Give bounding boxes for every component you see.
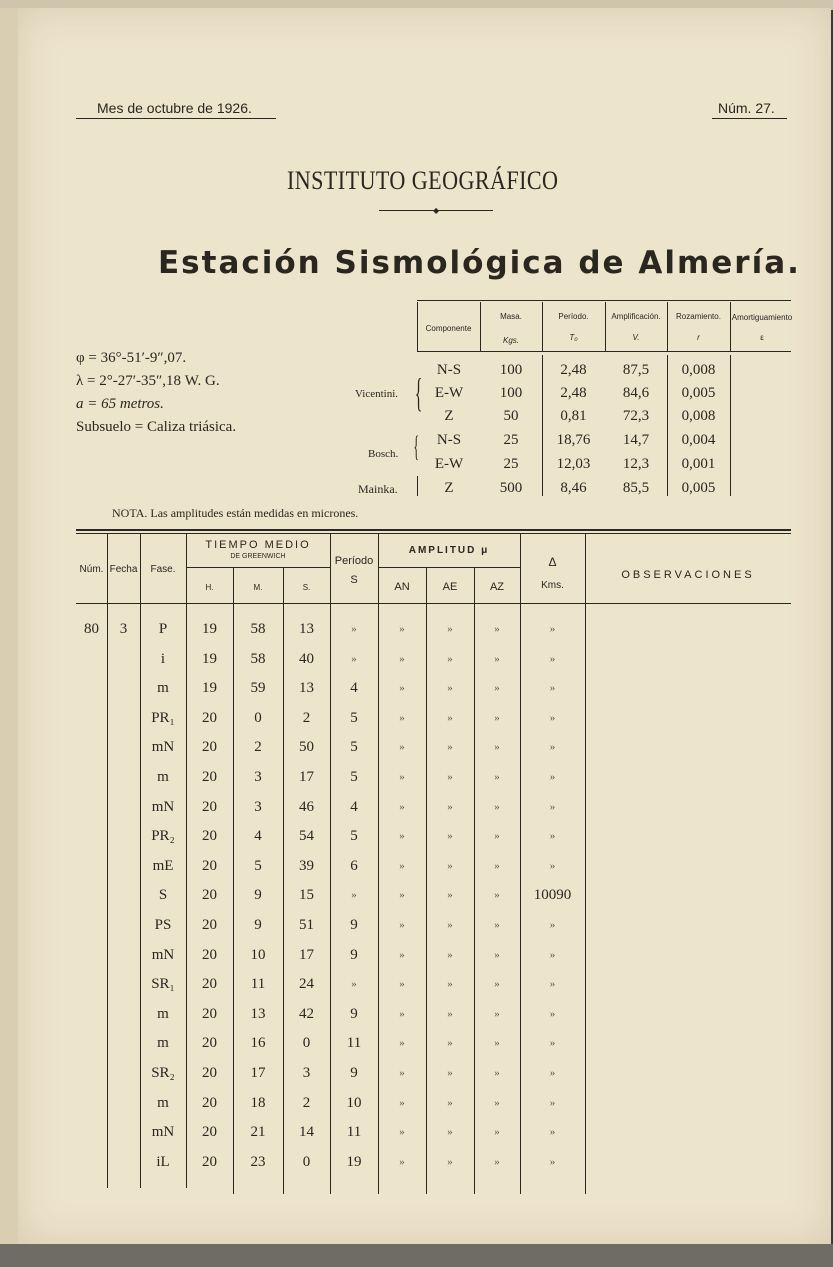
cell-d: »: [549, 771, 556, 783]
cell-ae: »: [447, 623, 453, 635]
th-greenwich: DE GREENWICH: [230, 553, 286, 560]
cell-h: 20: [202, 887, 217, 904]
cell-h: 19: [202, 680, 217, 697]
th-az: AZ: [489, 581, 505, 593]
inst-cell-amplification: 14,7: [622, 432, 650, 448]
th-m: M.: [253, 583, 263, 592]
inst-group-bosch: Bosch.: [368, 448, 399, 460]
cell-s: 2: [302, 1094, 311, 1111]
cell-s: 13: [299, 621, 314, 637]
inst-top-rule: [417, 300, 791, 301]
cell-d: »: [549, 859, 556, 872]
cell-az: »: [494, 859, 500, 872]
cell-az: »: [494, 711, 500, 724]
cell-az: »: [494, 978, 500, 991]
cell-per: »: [351, 978, 357, 991]
cell-an: »: [399, 859, 405, 872]
cell-fase: PS: [154, 917, 172, 933]
cell-ae: »: [447, 741, 453, 754]
th-fecha: Fecha: [109, 564, 138, 575]
cell-d: »: [549, 1126, 556, 1139]
number-underline: [712, 118, 787, 119]
subsoil: Subsuelo = Caliza triásica.: [76, 419, 237, 435]
cell-az: »: [494, 741, 500, 754]
cell-ae: »: [447, 1037, 453, 1050]
th-periodo-s: S: [350, 574, 358, 586]
cell-h: 20: [202, 709, 217, 726]
cell-s: 54: [299, 828, 314, 845]
cell-s: 14: [299, 1124, 314, 1141]
cell-az: »: [494, 771, 500, 783]
cell-s: 3: [302, 1065, 311, 1081]
cell-d: »: [549, 919, 556, 931]
inst-cell-amplification: 12,3: [622, 456, 650, 472]
inst-cell-friction: 0,005: [681, 385, 716, 401]
cell-h: 20: [202, 798, 217, 815]
cell-m: 11: [250, 976, 266, 993]
cell-az: »: [494, 889, 500, 902]
cell-s: 46: [299, 798, 314, 815]
cell-ae: »: [447, 652, 453, 665]
inst-cell-period: 0,81: [560, 408, 587, 424]
cell-s: 13: [299, 680, 314, 697]
cell-s: 51: [299, 917, 314, 933]
inst-header-period: Período.: [558, 312, 589, 321]
cell-h: 20: [202, 976, 217, 993]
month-header: Mes de octubre de 1926.: [97, 100, 252, 116]
inst-cell-amplification: 84,6: [622, 385, 650, 401]
cell-h: 20: [202, 739, 217, 756]
cell-an: »: [399, 948, 405, 961]
inst-cell-mass: 25: [503, 456, 519, 472]
cell-ae: »: [447, 889, 453, 902]
cell-fase: m: [157, 769, 169, 785]
cell-az: »: [494, 623, 500, 635]
cell-d: 10090: [533, 887, 572, 904]
cell-an: »: [399, 652, 405, 665]
cell-num: 80: [84, 621, 99, 637]
inst-cell-amplification: 72,3: [622, 408, 650, 424]
cell-fase: S: [158, 887, 168, 904]
cell-az: »: [494, 652, 500, 665]
cell-az: »: [494, 682, 500, 695]
cell-az: »: [494, 919, 500, 931]
cell-m: 9: [254, 887, 262, 904]
main-top-rule: [76, 529, 791, 531]
th-ae: AE: [442, 581, 458, 593]
cell-per: 11: [346, 1035, 362, 1052]
th-an: AN: [394, 581, 410, 593]
inst-cell-amplification: 85,5: [622, 480, 650, 496]
cell-per: 19: [346, 1153, 362, 1170]
cell-fase: SR₁: [151, 976, 175, 993]
cell-h: 19: [202, 621, 217, 637]
cell-m: 13: [250, 1005, 266, 1022]
th-h: H.: [205, 583, 214, 592]
cell-m: 58: [250, 650, 266, 667]
inst-cell-period: 2,48: [560, 362, 587, 378]
cell-d: »: [549, 623, 556, 635]
cell-s: 15: [299, 887, 314, 904]
altitude: a = 65 metros.: [76, 396, 164, 412]
cell-h: 20: [202, 857, 217, 874]
cell-h: 19: [202, 650, 217, 667]
cell-d: »: [549, 1037, 556, 1050]
cell-h: 20: [202, 1153, 217, 1170]
cell-per: 5: [350, 828, 358, 845]
inst-body-sep: [730, 355, 731, 496]
cell-per: 6: [350, 857, 358, 874]
inst-cell-period: 8,46: [560, 480, 587, 496]
cell-h: 20: [202, 1124, 217, 1141]
th-s: S.: [302, 583, 311, 592]
cell-ae: »: [447, 711, 453, 724]
cell-an: »: [399, 1037, 405, 1050]
inst-cell-friction: 0,008: [681, 408, 716, 424]
cell-h: 20: [202, 1005, 217, 1022]
cell-az: »: [494, 1126, 500, 1139]
inst-col-sep: [667, 302, 668, 351]
cell-an: »: [399, 741, 405, 754]
cell-s: 50: [299, 739, 314, 756]
main-header-rule: [76, 603, 791, 604]
inst-cell-component: E-W: [434, 456, 464, 472]
cell-az: »: [494, 830, 500, 843]
cell-an: »: [399, 919, 405, 931]
page-bottom-band: [0, 1244, 833, 1267]
cell-fase: SR₂: [151, 1065, 175, 1081]
institute-title: INSTITUTO GEOGRÁFICO: [287, 166, 559, 195]
cell-d: »: [549, 1007, 556, 1020]
th-amplitud: AMPLITUD μ: [408, 545, 490, 556]
cell-m: 9: [254, 917, 262, 933]
cell-an: »: [399, 978, 405, 991]
inst-cell-mass: 100: [499, 385, 523, 401]
cell-ae: »: [447, 800, 453, 813]
inst-brace-vicentini: {: [414, 370, 423, 415]
inst-header-amp-sym: V.: [632, 333, 640, 342]
cell-m: 10: [250, 946, 266, 963]
cell-ae: »: [447, 978, 453, 991]
cell-ae: »: [447, 1096, 453, 1109]
page-left-edge: [0, 8, 18, 1244]
main-top-rule-2: [76, 533, 791, 534]
cell-m: 4: [254, 828, 262, 845]
inst-cell-period: 18,76: [556, 432, 591, 448]
number-header: Núm. 27.: [718, 100, 775, 116]
inst-cell-friction: 0,004: [681, 432, 716, 448]
cell-m: 16: [250, 1035, 266, 1052]
cell-fase: mN: [151, 1124, 175, 1141]
th-kms: Kms.: [541, 580, 564, 591]
cell-h: 20: [202, 1035, 217, 1052]
inst-cell-period: 2,48: [560, 385, 587, 401]
cell-m: 59: [250, 680, 266, 697]
cell-h: 20: [202, 946, 217, 963]
inst-cell-component: N-S: [436, 432, 462, 448]
inst-col-sep: [730, 302, 731, 351]
main-amp-rule: [378, 567, 520, 568]
cell-m: 21: [250, 1124, 266, 1141]
inst-header-damping-sym: ε: [760, 333, 764, 342]
cell-m: 58: [250, 621, 266, 637]
cell-s: 0: [302, 1035, 311, 1052]
inst-header-friction: Rozamiento.: [676, 312, 721, 321]
cell-ae: »: [447, 830, 453, 843]
cell-d: »: [549, 652, 556, 665]
month-underline: [76, 118, 276, 119]
th-num: Núm.: [79, 564, 104, 575]
th-observaciones: OBSERVACIONES: [621, 569, 755, 581]
cell-h: 20: [202, 1094, 217, 1111]
cell-ae: »: [447, 1155, 453, 1168]
cell-an: »: [399, 1126, 405, 1139]
cell-m: 5: [254, 857, 262, 874]
cell-per: 4: [350, 798, 358, 815]
cell-s: 24: [299, 976, 314, 993]
cell-d: »: [549, 978, 556, 991]
inst-header-rule: [417, 351, 791, 352]
cell-h: 20: [202, 1065, 217, 1081]
cell-ae: »: [447, 1067, 453, 1079]
latitude: φ = 36°-51′-9″,07.: [76, 350, 187, 366]
cell-per: 11: [346, 1124, 362, 1141]
cell-fase: PR₁: [151, 709, 175, 726]
inst-header-damping: Amortiguamiento: [731, 313, 793, 322]
cell-ae: »: [447, 948, 453, 961]
cell-d: »: [549, 1096, 556, 1109]
cell-fase: mN: [151, 798, 175, 815]
cell-an: »: [399, 1096, 405, 1109]
cell-an: »: [399, 771, 405, 783]
cell-fase: PR₂: [151, 828, 175, 845]
cell-ae: »: [447, 1126, 453, 1139]
cell-ae: »: [447, 1007, 453, 1020]
inst-cell-mass: 25: [503, 432, 519, 448]
inst-cell-component: N-S: [436, 362, 462, 378]
cell-an: »: [399, 889, 405, 902]
cell-az: »: [494, 1037, 500, 1050]
cell-fase: mN: [151, 946, 175, 963]
inst-header-component: Componente: [425, 324, 472, 333]
cell-fase: m: [157, 1094, 169, 1111]
inst-brace-bosch: {: [413, 430, 420, 463]
inst-cell-friction: 0,005: [681, 480, 716, 496]
cell-fase: m: [157, 680, 169, 697]
inst-cell-friction: 0,008: [681, 362, 716, 378]
cell-fase: mE: [152, 857, 174, 874]
cell-fase: iL: [156, 1153, 170, 1170]
inst-col-sep: [542, 302, 543, 351]
cell-per: 9: [350, 1005, 358, 1022]
cell-az: »: [494, 1007, 500, 1020]
cell-fase: i: [160, 650, 166, 667]
cell-m: 0: [254, 709, 262, 726]
longitude: λ = 2°-27′-35″,18 W. G.: [76, 373, 220, 389]
cell-per: 5: [350, 769, 358, 785]
cell-d: »: [549, 830, 556, 843]
cell-an: »: [399, 1067, 405, 1079]
inst-cell-mass: 50: [503, 408, 519, 424]
cell-m: 18: [250, 1094, 266, 1111]
th-fase: Fase.: [150, 564, 176, 575]
inst-body-sep: [417, 476, 418, 496]
cell-an: »: [399, 623, 405, 635]
cell-fase: mN: [151, 739, 175, 756]
cell-per: 9: [350, 1065, 358, 1081]
inst-header-period-sym: T₀: [569, 333, 578, 342]
inst-group-vicentini: Vicentini.: [355, 388, 399, 400]
location-block: [76, 347, 236, 439]
cell-an: »: [399, 1155, 405, 1168]
cell-s: 17: [299, 946, 314, 963]
cell-per: 5: [350, 709, 358, 726]
inst-cell-friction: 0,001: [681, 456, 716, 472]
cell-d: »: [549, 1067, 556, 1079]
cell-an: »: [399, 830, 405, 843]
cell-per: 9: [350, 917, 358, 933]
cell-az: »: [494, 948, 500, 961]
cell-m: 3: [254, 769, 262, 785]
cell-per: 4: [350, 680, 358, 697]
inst-cell-component: E-W: [434, 385, 464, 401]
title-rule-ornament: ◆: [433, 206, 440, 215]
inst-cell-component: Z: [444, 408, 454, 424]
cell-m: 2: [254, 739, 262, 756]
cell-az: »: [494, 1155, 500, 1168]
th-periodo: Período: [334, 555, 374, 567]
cell-per: »: [351, 652, 357, 665]
cell-per: 5: [350, 739, 358, 756]
inst-header-amplification: Amplificación.: [611, 312, 661, 321]
station-title: Estación Sismológica de Almería.: [158, 245, 801, 281]
inst-cell-mass: 500: [499, 480, 523, 496]
cell-an: »: [399, 1007, 405, 1020]
cell-per: »: [351, 889, 357, 902]
cell-ae: »: [447, 859, 453, 872]
cell-m: 17: [250, 1065, 266, 1081]
cell-d: »: [549, 800, 556, 813]
inst-col-sep: [605, 302, 606, 351]
cell-fase: P: [158, 621, 168, 637]
inst-cell-component: Z: [444, 480, 454, 496]
cell-ae: »: [447, 771, 453, 783]
cell-d: »: [549, 948, 556, 961]
cell-an: »: [399, 682, 405, 695]
cell-ae: »: [447, 682, 453, 695]
cell-an: »: [399, 800, 405, 813]
cell-h: 20: [202, 917, 217, 933]
cell-az: »: [494, 1067, 500, 1079]
cell-per: 9: [350, 946, 358, 963]
cell-d: »: [549, 1155, 556, 1168]
cell-s: 39: [299, 857, 314, 874]
cell-d: »: [549, 682, 556, 695]
main-time-rule: [186, 567, 330, 568]
inst-cell-period: 12,03: [556, 456, 591, 472]
cell-d: »: [549, 741, 556, 754]
inst-group-mainka: Mainka.: [358, 482, 398, 496]
cell-per: »: [351, 623, 357, 635]
cell-s: 17: [299, 769, 314, 785]
cell-s: 2: [302, 709, 311, 726]
cell-fecha: 3: [119, 621, 128, 637]
inst-header-mass-unit: Kgs.: [502, 336, 519, 345]
cell-s: 42: [299, 1005, 314, 1022]
cell-s: 40: [299, 650, 314, 667]
cell-s: 0: [302, 1153, 311, 1170]
cell-fase: m: [157, 1035, 169, 1052]
cell-m: 3: [254, 798, 262, 815]
inst-cell-mass: 100: [499, 362, 523, 378]
cell-m: 23: [250, 1153, 266, 1170]
inst-header-friction-sym: r: [697, 333, 700, 342]
cell-az: »: [494, 800, 500, 813]
cell-az: »: [494, 1096, 500, 1109]
inst-cell-amplification: 87,5: [622, 362, 650, 378]
cell-d: »: [549, 711, 556, 724]
cell-ae: »: [447, 919, 453, 931]
note: NOTA. Las amplitudes están medidas en micrones.: [112, 506, 359, 520]
th-delta: Δ: [548, 555, 557, 569]
cell-fase: m: [157, 1005, 169, 1022]
cell-per: 10: [346, 1094, 362, 1111]
cell-an: »: [399, 711, 405, 724]
th-tiempo: TIEMPO MEDIO: [205, 539, 311, 551]
cell-h: 20: [202, 769, 217, 785]
main-col-sep: [585, 533, 586, 1194]
inst-header-mass: Masa.: [500, 312, 522, 321]
cell-h: 20: [202, 828, 217, 845]
